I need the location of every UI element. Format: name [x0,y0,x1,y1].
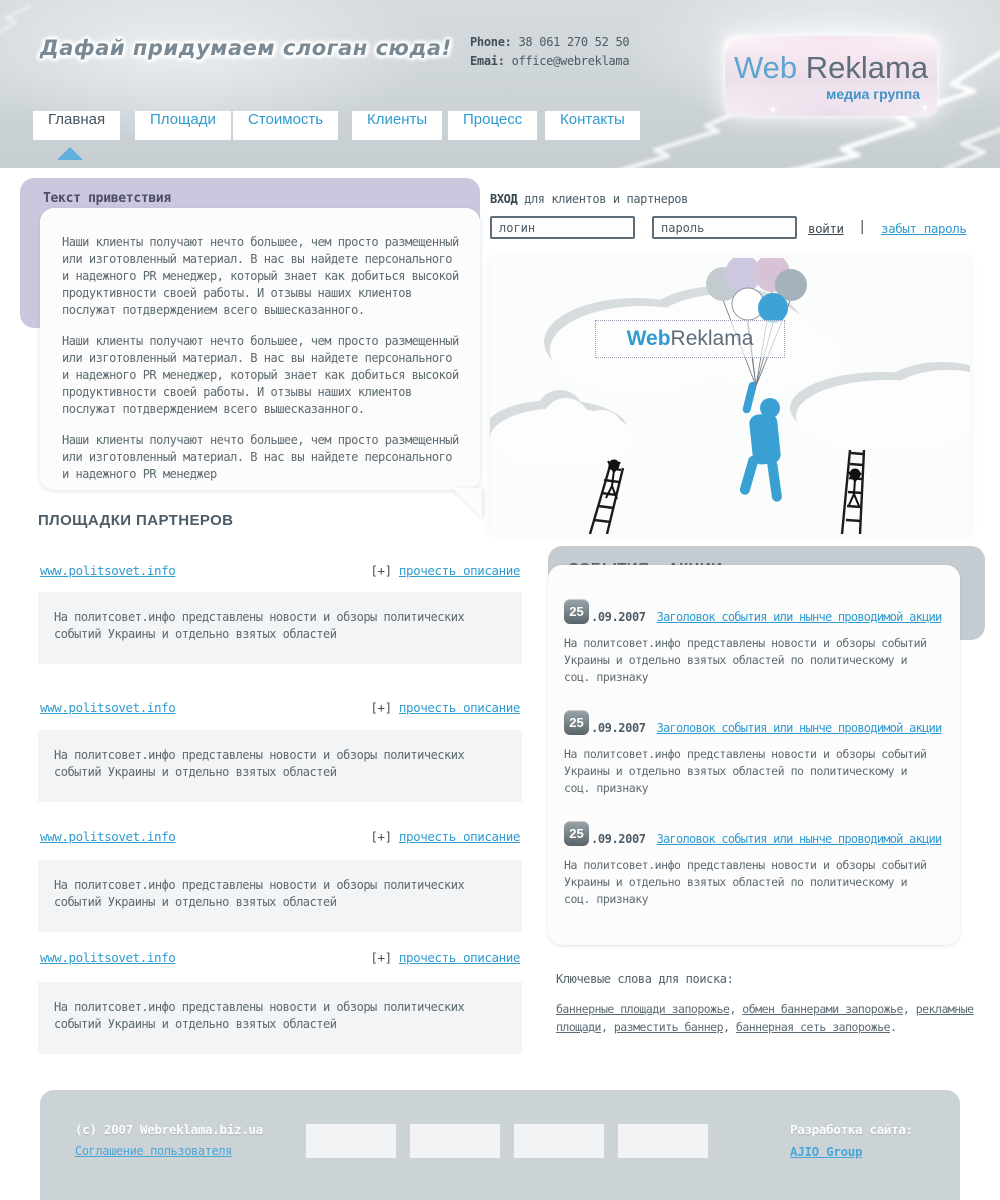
keywords-title: Ключевые слова для поиска: [556,972,734,986]
partner-description: На политсовет.инфо представлены новости и обзоры политических событий Украины и отдельно взятых областей [38,592,522,664]
active-tab-arrow-icon [57,147,83,160]
events-panel-body [548,565,960,945]
login-divider: | [858,219,867,235]
site-slogan: Дафай придумаем слоган сюда! [40,36,452,60]
nav-tab-pricing[interactable]: Стоимость [233,111,338,140]
event-day-badge: 25 [564,599,589,624]
site-header [0,0,1000,168]
login-input[interactable] [490,216,635,239]
partner-url-link[interactable]: www.politsovet.info [40,950,176,965]
event-day-badge: 25 [564,710,589,735]
read-description-link[interactable]: прочесть описание [398,700,520,715]
partner-description: На политсовет.инфо представлены новости и обзоры политических событий Украины и отдельно взятых областей [38,730,522,802]
read-description-link[interactable]: прочесть описание [398,829,520,844]
nav-tab-contacts[interactable]: Контакты [545,111,640,140]
login-title-bold: ВХОД [490,192,518,206]
sparkle-icon: ✦ [769,102,777,117]
expand-icon[interactable]: [+] [370,950,392,965]
expand-icon[interactable]: [+] [370,700,392,715]
partner-description: На политсовет.инфо представлены новости и обзоры политических событий Украины и отдельно взятых областей [38,982,522,1054]
password-input[interactable] [652,216,797,239]
developer-label: Разработка сайта: [790,1122,913,1137]
phone-line [470,33,629,52]
event-description: На политсовет.инфо представлены новости и обзоры событий Украины и отдельно взятых областей по политическому и соц. признаку [564,858,927,906]
nav-tab-home[interactable]: Главная [33,111,120,140]
keyword-link[interactable]: баннерные площади запорожье [556,1002,730,1016]
illustration-canvas [490,258,970,534]
nav-tab-platforms[interactable]: Площади [135,111,231,140]
keyword-link[interactable]: рекламные площади [556,1002,974,1034]
cloud-left [490,390,634,468]
brand-reklama-text: Reklama [670,327,754,350]
login-title: ВХОД для клиентов и партнеров [490,192,688,206]
welcome-body [40,208,480,490]
banner-slot[interactable] [306,1124,396,1158]
keyword-link[interactable]: разместить баннер [613,1020,724,1034]
partner-url-link[interactable]: www.politsovet.info [40,829,176,844]
expand-icon[interactable]: [+] [370,563,392,578]
logo-web-text: Web [733,50,798,85]
event-description: На политсовет.инфо представлены новости и обзоры событий Украины и отдельно взятых областей по политическому и соц. признаку [564,636,927,684]
illustration-brand-label [595,320,785,358]
balloons-illustration [490,258,970,534]
partner-description: На политсовет.инфо представлены новости и обзоры политических событий Украины и отдельно взятых областей [38,860,522,932]
keyword-link[interactable]: обмен баннерами запорожье [742,1002,903,1016]
event-title-link[interactable]: Заголовок события или нынче проводимой акции [656,610,942,624]
login-submit-link[interactable]: войти [808,221,844,236]
footer-banner-row [306,1124,708,1158]
sparkle-icon: ✦ [921,100,929,115]
user-agreement-link[interactable]: Соглашение пользователя [75,1144,232,1158]
site-footer [40,1090,960,1200]
event-item [564,599,946,686]
welcome-paragraph: Наши клиенты получают нечто большее, чем просто размещенный или изготовленный материал. В нас вы найдете персонального и надежного PR менеджер, который знает как добиться высокой продуктивности своей работы. И отзывы наших клиентов послужат потдверждением всего вышесказанного. [62,334,459,416]
partners-section-title: ПЛОЩАДКИ ПАРТНЕРОВ [38,512,234,529]
email-line [470,52,629,71]
ladder-right [842,450,864,534]
partner-item [40,829,520,847]
hanging-person [739,381,783,502]
phone-number: 38 061 270 52 50 [518,35,630,49]
welcome-title: Текст приветствия [43,191,171,206]
event-item [564,710,946,797]
event-date: .09.2007 [591,721,646,735]
banner-slot[interactable] [514,1124,604,1158]
keywords-links: баннерные площади запорожье, обмен баннерами запорожье, рекламные площади, разместить баннер, баннерная сеть запорожье. [556,1002,974,1034]
logo-reklama-text: Reklama [797,50,929,85]
phone-label: Phone: [470,35,512,49]
read-description-link[interactable]: прочесть описание [398,563,520,578]
climber-right [849,470,861,507]
nav-tab-process[interactable]: Процесс [448,111,537,140]
welcome-paragraph: Наши клиенты получают нечто большее, чем просто размещенный или изготовленный материал. В нас вы найдете персонального и надежного PR менеджер [62,433,459,481]
header-contacts [470,33,629,71]
event-date: .09.2007 [591,610,646,624]
logo-subtitle: медиа группа [826,86,920,102]
partner-item [40,950,520,968]
sparkle-icon: ✦ [723,38,731,53]
banner-slot[interactable] [410,1124,500,1158]
forgot-password-link[interactable]: забыт пароль [881,221,967,236]
event-title-link[interactable]: Заголовок события или нынче проводимой акции [656,832,942,846]
event-item [564,821,946,908]
speech-bubble-tail [452,488,482,518]
expand-icon[interactable]: [+] [370,829,392,844]
developer-link[interactable]: AJIO Group [790,1144,863,1159]
nav-tab-clients[interactable]: Клиенты [352,111,442,140]
brand-web-text: Web [626,327,671,350]
read-description-link[interactable]: прочесть описание [398,950,520,965]
partner-item [40,563,520,581]
partner-url-link[interactable]: www.politsovet.info [40,700,176,715]
ladder-left [590,466,623,534]
keyword-link[interactable]: баннерная сеть запорожье [735,1020,891,1034]
event-date: .09.2007 [591,832,646,846]
logo[interactable] [725,36,937,116]
event-title-link[interactable]: Заголовок события или нынче проводимой акции [656,721,942,735]
banner-slot[interactable] [618,1124,708,1158]
email-label: Emai: [470,54,505,68]
event-description: На политсовет.инфо представлены новости и обзоры событий Украины и отдельно взятых областей по политическому и соц. признаку [564,747,927,795]
logo-title [725,50,937,86]
welcome-paragraph: Наши клиенты получают нечто большее, чем просто размещенный или изготовленный материал. В нас вы найдете персонального и надежного PR менеджер, который знает как добиться высокой продуктивности своей работы. И отзывы наших клиентов послужат потдверждением всего вышесказанного. [62,235,459,317]
partner-url-link[interactable]: www.politsovet.info [40,563,176,578]
email-address: office@webreklama [511,54,630,68]
copyright-text: (c) 2007 Webreklama.biz.ua [75,1122,263,1137]
event-day-badge: 25 [564,821,589,846]
partner-item [40,700,520,718]
